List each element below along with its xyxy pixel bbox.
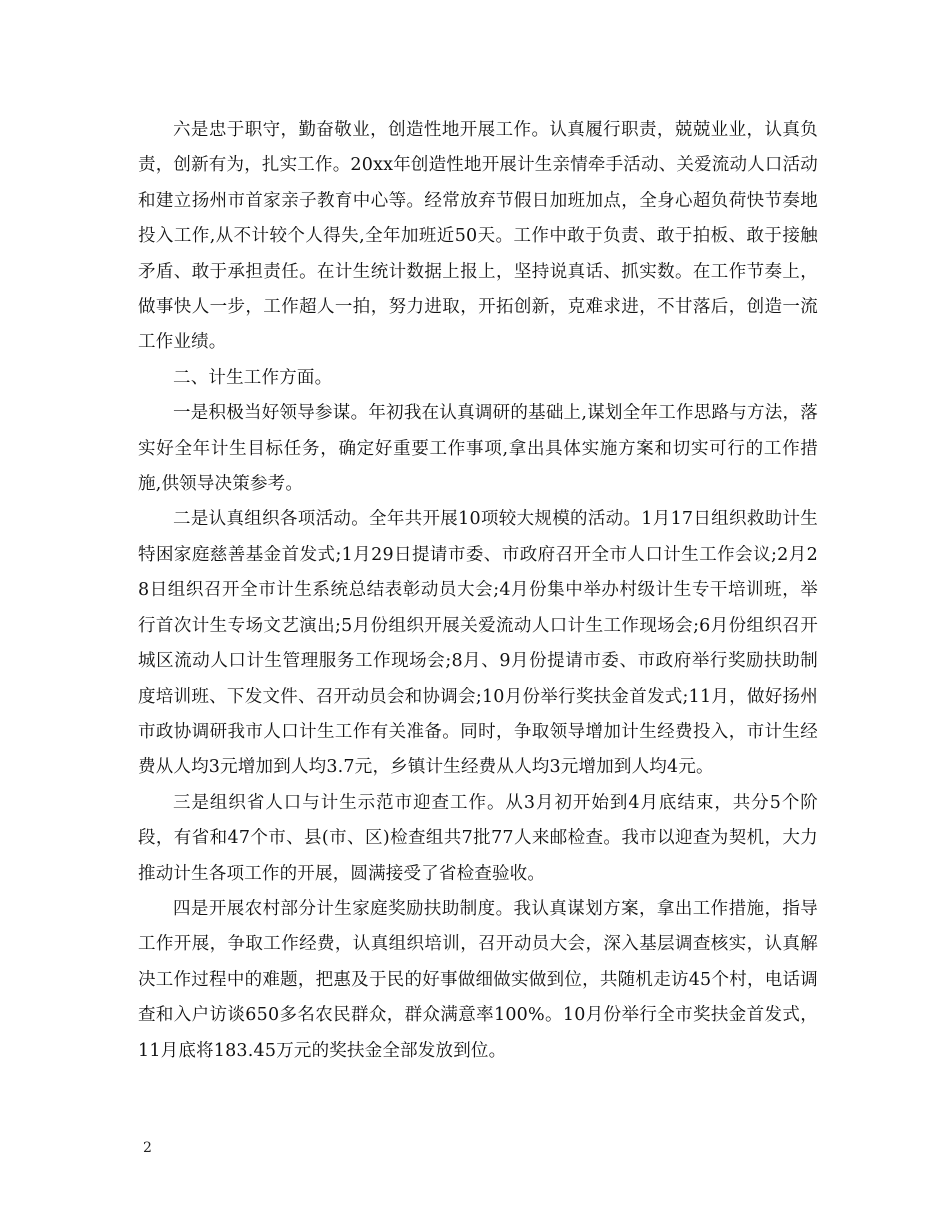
paragraph-dedication: 六是忠于职守，勤奋敬业，创造性地开展工作。认真履行职责，兢兢业业，认真负责，创新有为，扎实工作。20xx年创造性地开展计生亲情牵手活动、关爱流动人口活动和建立扬州市首家亲子教育中心等。经常放弃节假日加班加点，全身心超负荷快节奏地投入工作,从不计较个人得失,全年加班近50天。工作中敢于负责、敢于拍板、敢于接触矛盾、敢于承担责任。在计生统计数据上报上，坚持说真话、抓实数。在工作节奏上，做事快人一步，工作超人一拍，努力进取，开拓创新，克难求进，不甘落后，创造一流工作业绩。 — [138, 120, 819, 353]
paragraph-reward-system: 四是开展农村部分计生家庭奖励扶助制度。我认真谋划方案，拿出工作措施，指导工作开展，争取工作经费，认真组织培训，召开动员大会，深入基层调查核实，认真解决工作过程中的难题，把惠及于民的好事做细做实做到位，共随机走访45个村，电话调查和入户访谈650多名农民群众，群众满意率100%。10月份举行全市奖扶金首发式，11月底将183.45万元的奖扶金全部发放到位。 — [138, 898, 818, 1061]
page-number: 2 — [143, 1140, 152, 1156]
paragraph-activities: 二是认真组织各项活动。全年共开展10项较大规模的活动。1月17日组织救助计生特困家庭慈善基金首发式;1月29日提请市委、市政府召开全市人口计生工作会议;2月28日组织召开全市计生系统总结表彰动员大会;4月份集中举办村级计生专干培训班，举行首次计生专场文艺演出;5月份组织开展关爱流动人口计生工作现场会;6月份组织召开城区流动人口计生管理服务工作现场会;8月、9月份提请市委、市政府举行奖励扶助制度培训班、下发文件、召开动员会和协调会;10月份举行奖扶金首发式;11月，做好扬州市政协调研我市人口计生工作有关准备。同时，争取领导增加计生经费投入，市计生经费从人均3元增加到人均3.7元，乡镇计生经费从人均3元增加到人均4元。 — [138, 509, 818, 778]
section-heading-family-planning: 二、计生工作方面。 — [173, 367, 333, 388]
paragraph-inspection: 三是组织省人口与计生示范市迎查工作。从3月初开始到4月底结束，共分5个阶段，有省和47个市、县(市、区)检查组共7批77人来邮检查。我市以迎查为契机，大力推动计生各项工作的开展，圆满接受了省检查验收。 — [138, 792, 818, 884]
paragraph-advisor: 一是积极当好领导参谋。年初我在认真调研的基础上,谋划全年工作思路与方法，落实好全年计生目标任务，确定好重要工作事项,拿出具体实施方案和切实可行的工作措施,供领导决策参考。 — [138, 403, 818, 495]
document-body — [138, 113, 818, 1069]
